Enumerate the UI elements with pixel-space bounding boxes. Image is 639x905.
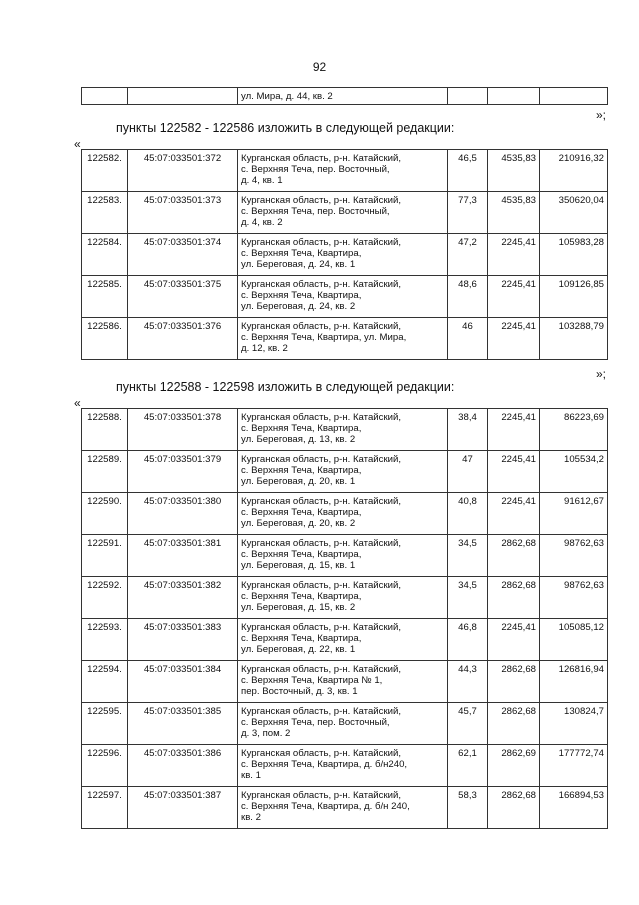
- cell-address: Курганская область, р-н. Катайский, с. Верхняя Теча, Квартира, ул. Береговая, д. 13, кв. 2: [238, 409, 448, 451]
- cell-cadastral: 45:07:033501:379: [128, 451, 238, 493]
- cell-area: 62,1: [448, 745, 488, 787]
- table-row: [82, 234, 608, 276]
- cell-cadastral: 45:07:033501:385: [128, 703, 238, 745]
- cell-total: 109126,85: [540, 276, 608, 318]
- cell-cadastral: 45:07:033501:373: [128, 192, 238, 234]
- cell-total: 177772,74: [540, 745, 608, 787]
- cell-number: 122591.: [82, 535, 128, 577]
- cell-number: 122597.: [82, 787, 128, 829]
- table-row: [82, 276, 608, 318]
- cell-area: 34,5: [448, 577, 488, 619]
- cell-address: Курганская область, р-н. Катайский, с. Верхняя Теча, Квартира № 1, пер. Восточный, д. 3, кв. 1: [238, 661, 448, 703]
- closing-quote: »;: [595, 108, 606, 122]
- cell-price: [488, 88, 540, 105]
- cell-address: Курганская область, р-н. Катайский, с. Верхняя Теча, пер. Восточный, д. 3, пом. 2: [238, 703, 448, 745]
- cell-address: Курганская область, р-н. Катайский, с. Верхняя Теча, Квартира, д. б/н240, кв. 1: [238, 745, 448, 787]
- amendment-instruction: пункты 122582 - 122586 изложить в следующей редакции:: [116, 121, 455, 135]
- cell-number: 122593.: [82, 619, 128, 661]
- cell-price: 2245,41: [488, 409, 540, 451]
- cell-address: Курганская область, р-н. Катайский, с. Верхняя Теча, Квартира, ул. Береговая, д. 15, кв. 2: [238, 577, 448, 619]
- cell-cadastral: 45:07:033501:375: [128, 276, 238, 318]
- cell-cadastral: [128, 88, 238, 105]
- cell-total: 126816,94: [540, 661, 608, 703]
- cell-price: 2245,41: [488, 234, 540, 276]
- cell-area: 40,8: [448, 493, 488, 535]
- cell-number: 122590.: [82, 493, 128, 535]
- cell-total: 86223,69: [540, 409, 608, 451]
- cell-area: [448, 88, 488, 105]
- cell-address: Курганская область, р-н. Катайский, с. Верхняя Теча, Квартира, ул. Береговая, д. 22, кв. 1: [238, 619, 448, 661]
- cell-area: 58,3: [448, 787, 488, 829]
- cell-number: 122588.: [82, 409, 128, 451]
- cell-area: 48,6: [448, 276, 488, 318]
- cell-address: Курганская область, р-н. Катайский, с. Верхняя Теча, пер. Восточный, д. 4, кв. 2: [238, 192, 448, 234]
- cell-number: 122582.: [82, 150, 128, 192]
- table-row: [82, 451, 608, 493]
- cell-area: 45,7: [448, 703, 488, 745]
- cell-area: 46,5: [448, 150, 488, 192]
- amendment-instruction: пункты 122588 - 122598 изложить в следующей редакции:: [116, 380, 455, 394]
- cell-area: 46: [448, 318, 488, 360]
- cell-cadastral: 45:07:033501:383: [128, 619, 238, 661]
- cell-total: 105983,28: [540, 234, 608, 276]
- cell-cadastral: 45:07:033501:386: [128, 745, 238, 787]
- table-row: [82, 409, 608, 451]
- cell-total: 98762,63: [540, 535, 608, 577]
- cell-cadastral: 45:07:033501:380: [128, 493, 238, 535]
- cell-area: 46,8: [448, 619, 488, 661]
- table-row: [82, 150, 608, 192]
- table-row: [82, 619, 608, 661]
- cell-area: 47,2: [448, 234, 488, 276]
- cell-price: 2245,41: [488, 619, 540, 661]
- cell-address: Курганская область, р-н. Катайский, с. Верхняя Теча, Квартира, ул. Береговая, д. 20, кв. 1: [238, 451, 448, 493]
- cell-total: 103288,79: [540, 318, 608, 360]
- table-row: [82, 787, 608, 829]
- cell-total: 91612,67: [540, 493, 608, 535]
- opening-quote: «: [74, 396, 81, 410]
- cell-total: 98762,63: [540, 577, 608, 619]
- cell-area: 77,3: [448, 192, 488, 234]
- cell-total: 105085,12: [540, 619, 608, 661]
- cell-price: 4535,83: [488, 192, 540, 234]
- cell-address: Курганская область, р-н. Катайский, с. Верхняя Теча, Квартира, ул. Береговая, д. 15, кв. 1: [238, 535, 448, 577]
- cell-area: 44,3: [448, 661, 488, 703]
- closing-quote: »;: [595, 367, 606, 381]
- table-row: [82, 318, 608, 360]
- cell-total: [540, 88, 608, 105]
- cell-number: 122583.: [82, 192, 128, 234]
- page-number: 92: [312, 60, 327, 74]
- cell-address: Курганская область, р-н. Катайский, с. Верхняя Теча, Квартира, ул. Береговая, д. 20, кв. 2: [238, 493, 448, 535]
- cell-address: Курганская область, р-н. Катайский, с. Верхняя Теча, Квартира, ул. Мира, д. 12, кв. 2: [238, 318, 448, 360]
- table-row: [82, 577, 608, 619]
- cell-number: 122586.: [82, 318, 128, 360]
- cell-total: 210916,32: [540, 150, 608, 192]
- cell-number: 122592.: [82, 577, 128, 619]
- table-section-2: [81, 408, 608, 829]
- table-row: [82, 192, 608, 234]
- cell-price: 4535,83: [488, 150, 540, 192]
- cell-number: 122594.: [82, 661, 128, 703]
- cell-price: 2862,68: [488, 535, 540, 577]
- cell-address: ул. Мира, д. 44, кв. 2: [238, 88, 448, 105]
- cell-cadastral: 45:07:033501:381: [128, 535, 238, 577]
- cell-cadastral: 45:07:033501:384: [128, 661, 238, 703]
- cell-price: 2245,41: [488, 318, 540, 360]
- cell-number: 122584.: [82, 234, 128, 276]
- cell-number: 122596.: [82, 745, 128, 787]
- table-row: [82, 661, 608, 703]
- table-row: [82, 703, 608, 745]
- table-row: [82, 493, 608, 535]
- cell-area: 34,5: [448, 535, 488, 577]
- table-row: [82, 535, 608, 577]
- cell-price: 2862,68: [488, 787, 540, 829]
- cell-cadastral: 45:07:033501:382: [128, 577, 238, 619]
- table-continuation: [81, 87, 608, 105]
- cell-total: 350620,04: [540, 192, 608, 234]
- cell-price: 2245,41: [488, 493, 540, 535]
- cell-total: 130824,7: [540, 703, 608, 745]
- cell-price: 2245,41: [488, 276, 540, 318]
- cell-number: 122585.: [82, 276, 128, 318]
- table-row: [82, 745, 608, 787]
- cell-cadastral: 45:07:033501:378: [128, 409, 238, 451]
- cell-cadastral: 45:07:033501:374: [128, 234, 238, 276]
- cell-total: 166894,53: [540, 787, 608, 829]
- cell-address: Курганская область, р-н. Катайский, с. Верхняя Теча, пер. Восточный, д. 4, кв. 1: [238, 150, 448, 192]
- cell-total: 105534,2: [540, 451, 608, 493]
- table-section-1: [81, 149, 608, 360]
- cell-price: 2862,68: [488, 577, 540, 619]
- cell-price: 2862,68: [488, 661, 540, 703]
- cell-price: 2862,69: [488, 745, 540, 787]
- cell-area: 38,4: [448, 409, 488, 451]
- table-row: [82, 88, 608, 105]
- cell-number: 122589.: [82, 451, 128, 493]
- cell-area: 47: [448, 451, 488, 493]
- cell-price: 2245,41: [488, 451, 540, 493]
- cell-address: Курганская область, р-н. Катайский, с. Верхняя Теча, Квартира, ул. Береговая, д. 24, кв. 1: [238, 234, 448, 276]
- cell-cadastral: 45:07:033501:387: [128, 787, 238, 829]
- cell-number: 122595.: [82, 703, 128, 745]
- cell-price: 2862,68: [488, 703, 540, 745]
- opening-quote: «: [74, 137, 81, 151]
- cell-cadastral: 45:07:033501:372: [128, 150, 238, 192]
- cell-number: [82, 88, 128, 105]
- cell-address: Курганская область, р-н. Катайский, с. Верхняя Теча, Квартира, ул. Береговая, д. 24, кв. 2: [238, 276, 448, 318]
- cell-cadastral: 45:07:033501:376: [128, 318, 238, 360]
- cell-address: Курганская область, р-н. Катайский, с. Верхняя Теча, Квартира, д. б/н 240, кв. 2: [238, 787, 448, 829]
